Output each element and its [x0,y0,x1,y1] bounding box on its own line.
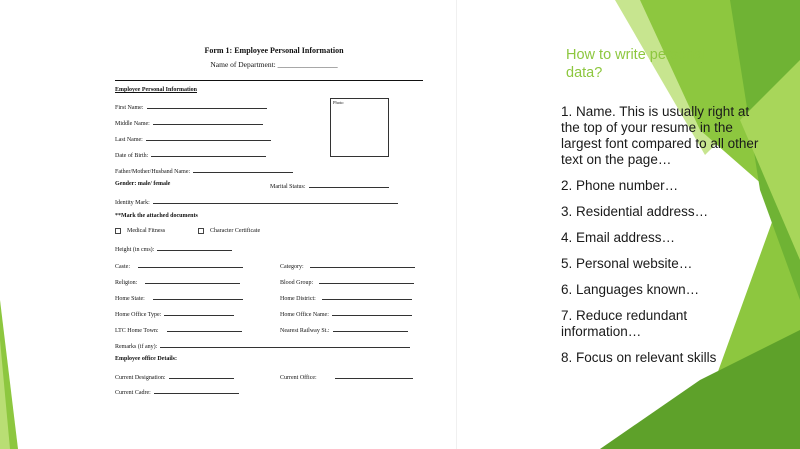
field-relation [115,166,293,175]
photo-box [330,98,389,157]
label-home-district: Home District: [280,296,316,302]
field-current-office [280,372,413,381]
label-first-name: First Name: [115,105,144,111]
blank-dob [151,150,266,157]
label-caste: Caste: [115,264,130,270]
checkbox-medical [115,228,165,234]
field-home-state [115,293,243,302]
label-religion: Religion: [115,280,138,286]
field-category [280,261,415,270]
list-item: 2. Phone number… [561,178,679,193]
label-last-name: Last Name: [115,137,143,143]
form-title: Form 1: Employee Personal Information [204,46,344,55]
field-blood-group [280,277,414,286]
field-ltc-home-town [115,325,242,334]
blank-current-office [335,372,413,379]
label-medical: Medical Fitness [127,228,166,234]
slide-title: How to write personal data? [566,47,706,81]
label-relation: Father/Mother/Husband Name: [115,169,191,175]
blank-home-office-type [164,309,234,316]
field-remarks [115,341,410,350]
list-item: 4. Email address… [561,230,676,245]
field-current-designation [115,372,234,381]
field-identity [115,197,398,206]
form-divider [115,80,423,81]
list-item: 6. Languages known… [561,282,700,297]
label-ltc-home-town: LTC Home Town: [115,328,159,334]
blank-last-name [146,134,271,141]
field-nearest-railway [280,325,408,334]
blank-blood-group [319,277,414,284]
character-checkbox-icon [198,228,204,234]
field-home-office-type [115,309,234,318]
label-current-designation: Current Designation: [115,375,166,381]
page-divider [456,0,457,449]
label-height: Height (in cms): [115,247,155,253]
blank-current-designation [169,372,234,379]
list-item: 7. Reduce redundant information… [561,308,688,339]
tips-list [561,104,761,376]
label-nearest-railway: Nearest Railway St.: [280,328,330,334]
field-height [115,244,232,253]
label-current-office: Current Office: [280,375,317,381]
label-dob: Date of Birth: [115,153,149,159]
medical-checkbox-icon [115,228,121,234]
field-home-office-name [280,309,412,318]
section-personal: Employee Personal Information [115,87,197,93]
list-item: 5. Personal website… [561,256,693,271]
blank-category [310,261,415,268]
field-current-cadre [115,387,239,396]
label-blood-group: Blood Group: [280,280,314,286]
blank-home-district [322,293,412,300]
label-character: Character Certificate [210,228,261,234]
blank-ltc-home-town [167,325,242,332]
list-item: 8. Focus on relevant skills [561,350,717,365]
label-category: Category: [280,264,304,270]
field-last-name [115,134,271,143]
field-dob [115,150,266,159]
label-current-cadre: Current Cadre: [115,390,151,396]
attached-docs-label: **Mark the attached documents [115,213,198,219]
label-identity: Identity Mark: [115,200,150,206]
form-department: Name of Department: ________________ [210,60,338,69]
field-middle-name [115,118,263,127]
list-item: 1. Name. This is usually right at the top of your resume in the largest font compared to all other text on the page… [561,104,759,167]
blank-home-office-name [332,309,412,316]
label-home-office-type: Home Office Type: [115,312,162,318]
blank-current-cadre [154,387,239,394]
blank-home-state [153,293,243,300]
blank-height [157,244,232,251]
blank-relation [193,166,293,173]
label-home-state: Home State: [115,296,145,302]
list-item: 3. Residential address… [561,204,709,219]
label-middle-name: Middle Name: [115,121,150,127]
label-remarks: Remarks (if any): [115,344,158,350]
section-office: Employee office Details: [115,356,177,362]
field-marital [270,181,389,190]
blank-marital [309,181,389,188]
blank-first-name [147,102,267,109]
label-marital: Marital Status: [270,184,306,190]
blank-caste [138,261,243,268]
field-religion [115,277,240,286]
blank-nearest-railway [333,325,408,332]
employee-form-image [100,30,448,410]
field-first-name [115,102,267,111]
blank-remarks [160,341,410,348]
checkbox-character [198,228,260,234]
label-home-office-name: Home Office Name: [280,312,329,318]
field-gender [115,181,170,187]
field-home-district [280,293,412,302]
blank-religion [145,277,240,284]
photo-label: Photo [333,100,344,105]
label-gender: Gender: male/ female [115,181,171,187]
field-caste [115,261,243,270]
blank-identity [153,197,398,204]
blank-middle-name [153,118,263,125]
